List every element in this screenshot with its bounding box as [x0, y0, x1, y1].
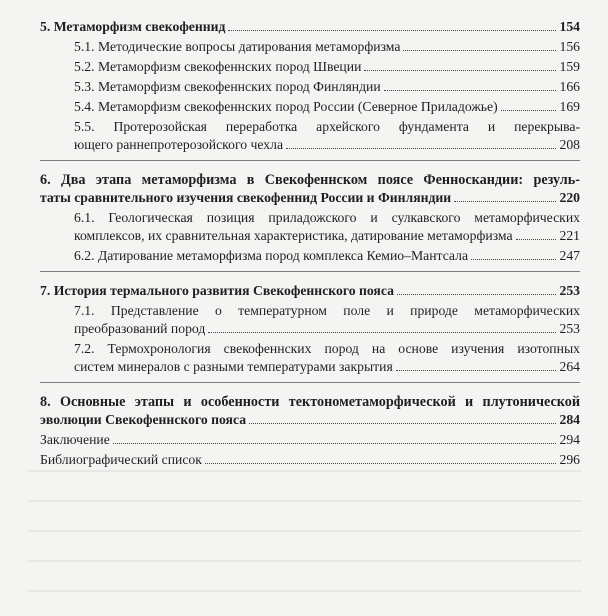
leader-dots [208, 332, 556, 333]
toc-section-8 [40, 393, 580, 475]
leader-dots [228, 30, 556, 31]
toc-page-number: 247 [559, 248, 580, 263]
toc-page-number: 169 [559, 99, 580, 114]
toc-entry-title: Библиографический список [40, 452, 202, 467]
leader-dots [384, 90, 557, 91]
toc-section-5 [40, 18, 580, 161]
toc-page-number: 253 [559, 321, 580, 336]
leader-dots [113, 443, 557, 444]
toc-entry-title: 5. Метаморфизм свекофеннид [40, 19, 226, 34]
toc-entry-title-line: 5.5. Протерозойская переработка архейского фундамента и перекрыва- [74, 119, 580, 134]
toc-entry-title-line: 6. Два этапа метаморфизма в Свекофеннском поясе Фенноскандии: резуль- [40, 172, 580, 188]
toc-section-6 [40, 171, 580, 272]
toc-entry-6-1[interactable] [74, 209, 580, 245]
toc-entry-5-2[interactable] [74, 58, 580, 76]
toc-page-number: 294 [559, 432, 580, 447]
toc-entry-title: 5.3. Метаморфизм свекофеннских пород Финляндии [74, 79, 381, 94]
table-of-contents [40, 18, 580, 485]
toc-page-number: 159 [559, 59, 580, 74]
toc-page-number: 253 [559, 283, 580, 298]
toc-entry-7-2[interactable] [74, 340, 580, 376]
toc-entry-title-line: ющего раннепротерозойского чехла [74, 137, 284, 152]
toc-entry-5-1[interactable] [74, 38, 580, 56]
toc-entry-title: 6.2. Датирование метаморфизма пород комплекса Кемио–Мантсала [74, 248, 469, 263]
show-through-line [28, 470, 582, 472]
toc-entry-title-line: комплексов, их сравнительная характеристика, датирование метаморфизма [74, 228, 513, 243]
toc-entry-title: 5.4. Метаморфизм свекофеннских пород России (Северное Приладожье) [74, 99, 498, 114]
leader-dots [516, 239, 557, 240]
toc-entry-5-5[interactable] [74, 118, 580, 154]
toc-entry-5-4[interactable] [74, 98, 580, 116]
toc-entry-title-line: 7.2. Термохронология свекофеннских пород на основе изучения изотопных [74, 341, 580, 356]
toc-entry-bibliography[interactable] [40, 451, 580, 469]
show-through-line [28, 500, 582, 502]
toc-page-number: 208 [559, 137, 580, 152]
show-through-line [28, 530, 582, 532]
leader-dots [396, 370, 557, 371]
toc-page-number: 166 [559, 79, 580, 94]
toc-page-number: 156 [559, 39, 580, 54]
toc-entry-7-1[interactable] [74, 302, 580, 338]
toc-page-number: 284 [559, 412, 580, 427]
toc-entry-7[interactable] [40, 282, 580, 300]
toc-section-7 [40, 282, 580, 383]
toc-entry-6-2[interactable] [74, 247, 580, 265]
toc-entry-title-line: 6.1. Геологическая позиция приладожского и сулкавского метаморфических [74, 210, 580, 225]
toc-entry-5-3[interactable] [74, 78, 580, 96]
toc-page-number: 264 [559, 359, 580, 374]
toc-entry-title-line: 7.1. Представление о температурном поле и природе метаморфических [74, 303, 580, 318]
show-through-line [28, 590, 582, 592]
toc-entry-title-line: 8. Основные этапы и особенности тектонометаморфической и плутонической [40, 394, 580, 410]
toc-entry-title: 5.1. Методические вопросы датирования метаморфизма [74, 39, 401, 54]
leader-dots [364, 70, 556, 71]
toc-entry-title-line: систем минералов с разными температурами закрытия [74, 359, 393, 374]
toc-page-number: 154 [559, 19, 580, 34]
toc-entry-title: Заключение [40, 432, 110, 447]
toc-entry-5[interactable] [40, 18, 580, 36]
toc-entry-title-line: таты сравнительного изучения свекофеннид России и Финляндии [40, 190, 452, 205]
leader-dots [501, 110, 557, 111]
leader-dots [286, 148, 556, 149]
toc-entry-title: 7. История термального развития Свекофеннского пояса [40, 283, 394, 298]
toc-page-number: 221 [559, 228, 580, 243]
toc-entry-title: 5.2. Метаморфизм свекофеннских пород Швеции [74, 59, 362, 74]
show-through-line [28, 560, 582, 562]
toc-entry-conclusion[interactable] [40, 431, 580, 449]
toc-entry-8[interactable] [40, 393, 580, 429]
leader-dots [249, 423, 556, 424]
toc-entry-6[interactable] [40, 171, 580, 207]
toc-page-number: 220 [559, 190, 580, 205]
leader-dots [454, 201, 556, 202]
leader-dots [403, 50, 556, 51]
toc-entry-title-line: эволюции Свекофеннского пояса [40, 412, 247, 427]
leader-dots [397, 294, 557, 295]
leader-dots [471, 259, 556, 260]
toc-page-number: 296 [559, 452, 580, 467]
toc-entry-title-line: преобразований пород [74, 321, 206, 336]
leader-dots [205, 463, 557, 464]
